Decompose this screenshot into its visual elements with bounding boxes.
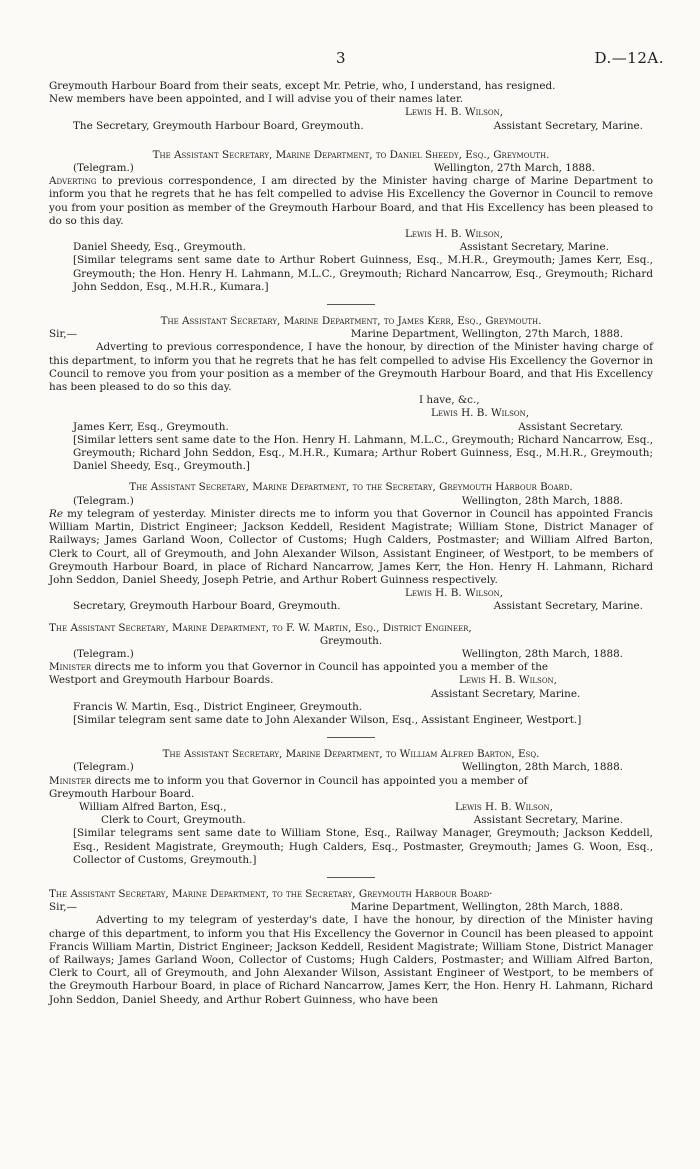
- signature-title: Assistant Secretary, Marine.: [493, 600, 643, 613]
- body-text: Westport and Greymouth Harbour Boards.: [49, 674, 274, 687]
- body-line: [49, 775, 653, 788]
- signature-name: Lewis H. B. Wilson,: [405, 587, 504, 600]
- document-reference: D.—12A.: [594, 49, 664, 67]
- addressee: The Secretary, Greymouth Harbour Board, Greymouth.: [73, 119, 364, 132]
- page-number: 3: [336, 49, 346, 67]
- addressee: Clerk to Court, Greymouth.: [101, 814, 246, 827]
- signature-row: [49, 801, 653, 814]
- body-paragraph: [49, 175, 653, 228]
- place-date: Wellington, 28th March, 1888.: [461, 761, 623, 774]
- section-martin-telegram: [49, 622, 653, 728]
- dateline: [49, 648, 653, 661]
- similar-note: [Similar letters sent same date to the Hon. Henry H. Lahmann, M.L.C., Greymouth; Richard Nancarrow, Esq., Greymouth; Richard John Seddon, Esq., M.H.R., Kumara; Arthur Robert Guinness, Esq., M.H.R., Greymouth; Daniel Sheedy, Esq., Greymouth.]: [73, 433, 653, 473]
- body-line: [49, 661, 653, 674]
- section-divider: [327, 877, 375, 878]
- place-date: Marine Department, Wellington, 28th March, 1888.: [350, 901, 623, 914]
- addressee: Secretary, Greymouth Harbour Board, Greymouth.: [73, 600, 341, 613]
- body-text: directs me to inform you that Governor in Council has appointed you a member of: [94, 774, 528, 787]
- dateline: [49, 162, 653, 175]
- place-date: Wellington, 27th March, 1888.: [433, 162, 595, 175]
- signature-title: Assistant Secretary, Marine.: [431, 687, 581, 700]
- section-secretary-telegram: [49, 481, 653, 613]
- signature-title: Assistant Secretary, Marine.: [493, 119, 643, 132]
- section-divider: [327, 304, 375, 305]
- place-date: Wellington, 28th March, 1888.: [461, 647, 623, 660]
- signature-row: [49, 600, 653, 613]
- similar-note: [Similar telegrams sent same date to Arthur Robert Guinness, Esq., M.H.R., Greymouth; James Kerr, Esq., Greymouth; the Hon. Henry H. Lahmann, M.L.C., Greymouth; Richard Nancarrow, Esq., Greymouth; Richard John Seddon, Esq., M.H.R., Kumara.]: [73, 254, 653, 293]
- signature-title: Assistant Secretary, Marine.: [459, 241, 609, 254]
- salutation: Sir,—: [49, 328, 77, 341]
- section-continuation: [49, 80, 653, 133]
- body-paragraph: Adverting to my telegram of yesterday's date, I have the honour, by direction of the Minister having charge of this department, to inform you that His Excellency the Governor in Council has been pleased to appoint Francis William Martin, District Engineer; Jackson Keddell, Resident Magistrate; William Stone, District Manager of Railways; James Garland Woon, Collector of Customs; Hugh Calders, Postmaster; and William Alfred Barton, Clerk to Court, all of Greymouth, and John Alexander Wilson, Assistant Engineer of Westport, to be members of the Greymouth Harbour Board, in place of Richard Nancarrow, James Kerr, the Hon. Henry H. Lahmann, Richard John Seddon, Daniel Sheedy, and Arthur Robert Guinness, who have been: [49, 914, 653, 1006]
- lead-word: Minister: [49, 661, 92, 674]
- lead-word: Adverting: [49, 175, 97, 188]
- body-text: directs me to inform you that Governor in Council has appointed you a member of the: [94, 661, 549, 674]
- section-heading: The Assistant Secretary, Marine Department, to the Secretary, Greymouth Harbour Board·: [49, 887, 493, 900]
- message-type: (Telegram.): [73, 162, 134, 175]
- addressee: William Alfred Barton, Esq.,: [79, 800, 227, 813]
- addressee: James Kerr, Esq., Greymouth.: [73, 420, 229, 433]
- body-paragraph: [49, 508, 653, 587]
- salutation: Sir,—: [49, 901, 77, 914]
- body-line: Greymouth Harbour Board from their seats, except Mr. Petrie, who, I understand, has resigned.: [49, 80, 556, 92]
- body-line: New members have been appointed, and I will advise you of their names later.: [49, 93, 464, 106]
- section-sheedy-telegram: [49, 149, 653, 294]
- signature-title: Assistant Secretary, Marine.: [473, 814, 623, 827]
- section-divider: [327, 737, 375, 738]
- signature-name: Lewis H. B. Wilson,: [458, 674, 557, 687]
- body-text: to previous correspondence, I am directed by the Minister having charge of Marine Department to inform you that he regrets that he has felt compelled to advise His Excellency the Governor in Council to remove you from your position as member of the Greymouth Harbour Board, and that His Excellency has been pleased to do so this day.: [49, 175, 653, 227]
- section-barton-telegram: [49, 748, 653, 867]
- similar-note: [Similar telegram sent same date to John Alexander Wilson, Esq., Assistant Engineer, Westport.]: [73, 713, 582, 726]
- signature-name: Lewis H. B. Wilson,: [431, 407, 530, 420]
- body-paragraph: Adverting to previous correspondence, I have the honour, by direction of the Minister having charge of this department, to inform you that he regrets that he has felt compelled to advise His Excellency the Governor in Council to remove you from your position as a member of the Greymouth Harbour Board, and that His Excellency has been pleased to do so this day.: [49, 341, 653, 394]
- signature-name: Lewis H. B. Wilson,: [454, 800, 553, 813]
- dateline: [49, 901, 653, 914]
- similar-note: [Similar telegrams sent same date to William Stone, Esq., Railway Manager, Greymouth; Jackson Keddell, Esq., Resident Magistrate, Greymouth; Hugh Calders, Esq., Postmaster, Greymouth; James G. Woon, Esq., Collector of Customs, Greymouth.]: [73, 827, 653, 866]
- dateline: [49, 495, 653, 508]
- signature-row: [49, 814, 653, 827]
- section-heading-cont: Greymouth.: [319, 634, 383, 647]
- page-body: [49, 80, 653, 1007]
- body-text: my telegram of yesterday. Minister directs me to inform you that Governor in Council has appointed Francis William Martin, District Engineer; Jackson Keddell, Resident Magistrate; William Stone, District Manager of Railways; James Garland Woon, Collector of Customs; Hugh Calders, Postmaster; and William Alfred Barton, Clerk to Court, all of Greymouth, and John Alexander Wilson, Assistant Engineer, of Westport, to be members of Greymouth Harbour Board, in place of Richard Nancarrow, James Kerr, the Hon. Henry H. Lahmann, Richard John Seddon, Daniel Sheedy, Joseph Petrie, and Arthur Robert Guinness respectively.: [49, 507, 654, 586]
- message-type: (Telegram.): [73, 761, 134, 774]
- section-heading: The Assistant Secretary, Marine Department, to James Kerr, Esq., Greymouth.: [160, 315, 542, 328]
- addressee: Francis W. Martin, Esq., District Engineer, Greymouth.: [73, 700, 363, 713]
- addressee: Daniel Sheedy, Esq., Greymouth.: [73, 241, 246, 254]
- lead-word: Re: [49, 507, 63, 520]
- signature-title: Assistant Secretary.: [518, 420, 623, 433]
- section-heading: The Assistant Secretary, Marine Department, to William Alfred Barton, Esq.: [162, 748, 540, 761]
- lead-word: Minister: [49, 774, 92, 787]
- section-heading: The Assistant Secretary, Marine Department, to the Secretary, Greymouth Harbour Board.: [129, 481, 573, 494]
- signature-name: Lewis H. B. Wilson,: [405, 106, 504, 119]
- place-date: Marine Department, Wellington, 27th March, 1888.: [350, 328, 623, 341]
- signature-row: [49, 241, 653, 254]
- dateline: [49, 761, 653, 774]
- section-heading: The Assistant Secretary, Marine Department, to Daniel Sheedy, Esq., Greymouth.: [152, 148, 550, 161]
- section-secretary-letter: [49, 888, 653, 1007]
- body-signature-row: [49, 674, 653, 687]
- signature-row: [49, 120, 653, 133]
- place-date: Wellington, 28th March, 1888.: [461, 494, 623, 507]
- body-line: Greymouth Harbour Board.: [49, 787, 195, 800]
- section-heading: The Assistant Secretary, Marine Department, to F. W. Martin, Esq., District Engineer,: [49, 621, 472, 634]
- dateline: [49, 328, 653, 341]
- message-type: (Telegram.): [73, 647, 134, 660]
- signature-row: [49, 421, 653, 434]
- section-kerr-letter: [49, 315, 653, 473]
- message-type: (Telegram.): [73, 494, 134, 507]
- signature-name: Lewis H. B. Wilson,: [405, 228, 504, 241]
- closing: I have, &c.,: [419, 394, 480, 407]
